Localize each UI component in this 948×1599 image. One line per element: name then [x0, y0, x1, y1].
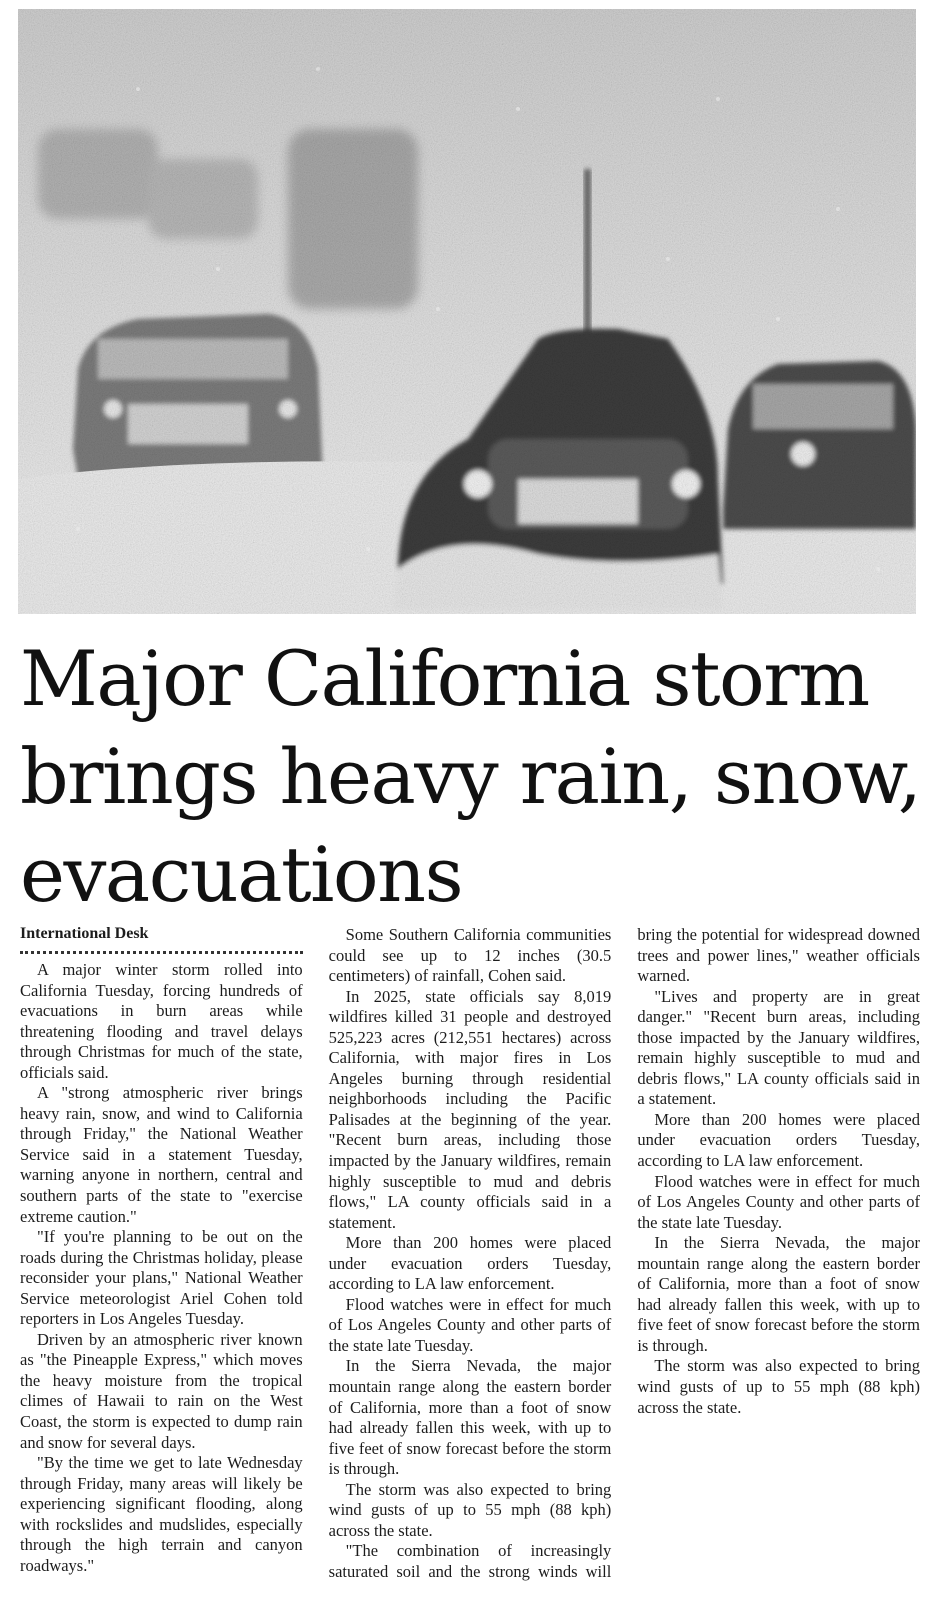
- article-paragraph: In 2025, state officials say 8,019 wildfires killed 31 people and destroyed 525,223 acres (212,551 hectares) across California, with major fires in Los Angeles burning through residential neighborhoods including the Pacific Palisades at the beginning of the year. "Recent burn areas, including those impacted by the January wildfires, remain highly susceptible to mud and debris flows," LA county officials said in a statement.: [328, 986, 612, 1232]
- article-paragraph: More than 200 homes were placed under evacuation orders Tuesday, according to LA law enforcement.: [637, 1109, 920, 1171]
- article-paragraph: In the Sierra Nevada, the major mountain range along the eastern border of California, more than a foot of snow had already fallen this week, with up to five feet of snow forecast before the storm is through.: [328, 1356, 612, 1479]
- article-paragraph: "The combination of increasingly saturated soil and the strong winds will bring the potential for widespread downed trees and power lines," weather officials warned.: [328, 925, 920, 1581]
- article-paragraph: The storm was also expected to bring wind gusts of up to 55 mph (88 kph) across the state.: [328, 1479, 612, 1540]
- headline: Major California storm brings heavy rain, snow, evacuations: [20, 634, 921, 919]
- article-paragraph: Flood watches were in effect for much of Los Angeles County and other parts of the state late Tuesday.: [328, 1294, 612, 1355]
- article-paragraph: A "strong atmospheric river brings heavy rain, snow, and wind to California through Friday," the National Weather Service said in a statement Tuesday, warning anyone in northern, central and southern parts of the state to "exercise extreme caution.": [20, 1083, 303, 1226]
- article-paragraph: In the Sierra Nevada, the major mountain range along the eastern border of California, more than a foot of snow had already fallen this week, with up to five feet of snow forecast before the storm is through.: [637, 1233, 920, 1355]
- article-paragraph: "If you're planning to be out on the roads during the Christmas holiday, please reconsider your plans," National Weather Service meteorologist Ariel Cohen told reporters in Los Angeles Tuesday.: [20, 1227, 303, 1329]
- article-paragraph: "Lives and property are in great danger." "Recent burn areas, including those impacted by the January wildfires, remain highly susceptible to mud and debris flows," LA county officials said in a statement.: [637, 986, 920, 1109]
- article-body: [20, 925, 920, 1593]
- article-paragraph: More than 200 homes were placed under evacuation orders Tuesday, according to LA law enforcement.: [328, 1233, 612, 1294]
- article-paragraph: Flood watches were in effect for much of Los Angeles County and other parts of the state late Tuesday.: [637, 1171, 920, 1232]
- article-paragraph: The storm was also expected to bring wind gusts of up to 55 mph (88 kph) across the state.: [637, 1356, 920, 1417]
- article-paragraph: A major winter storm rolled into California Tuesday, forcing hundreds of evacuations in burn areas while threatening flooding and travel delays through Christmas for much of the state, officials said.: [20, 960, 303, 1082]
- snowstorm-traffic-photo-icon: [18, 9, 916, 614]
- section-label: International Desk: [20, 925, 303, 954]
- article-paragraph: "By the time we get to late Wednesday through Friday, many areas will likely be experiencing significant flooding, along with rockslides and mudslides, especially through the high terrain and canyon roadways.": [20, 1453, 303, 1575]
- storm-photo: [18, 9, 916, 614]
- article-paragraph: Driven by an atmospheric river known as "the Pineapple Express," which moves the heavy moisture from the tropical climes of Hawaii to rain on the West Coast, the storm is expected to dump rain and snow for several days.: [20, 1329, 303, 1452]
- article-paragraph: Some Southern California communities could see up to 12 inches (30.5 centimeters) of rainfall, Cohen said.: [328, 925, 612, 986]
